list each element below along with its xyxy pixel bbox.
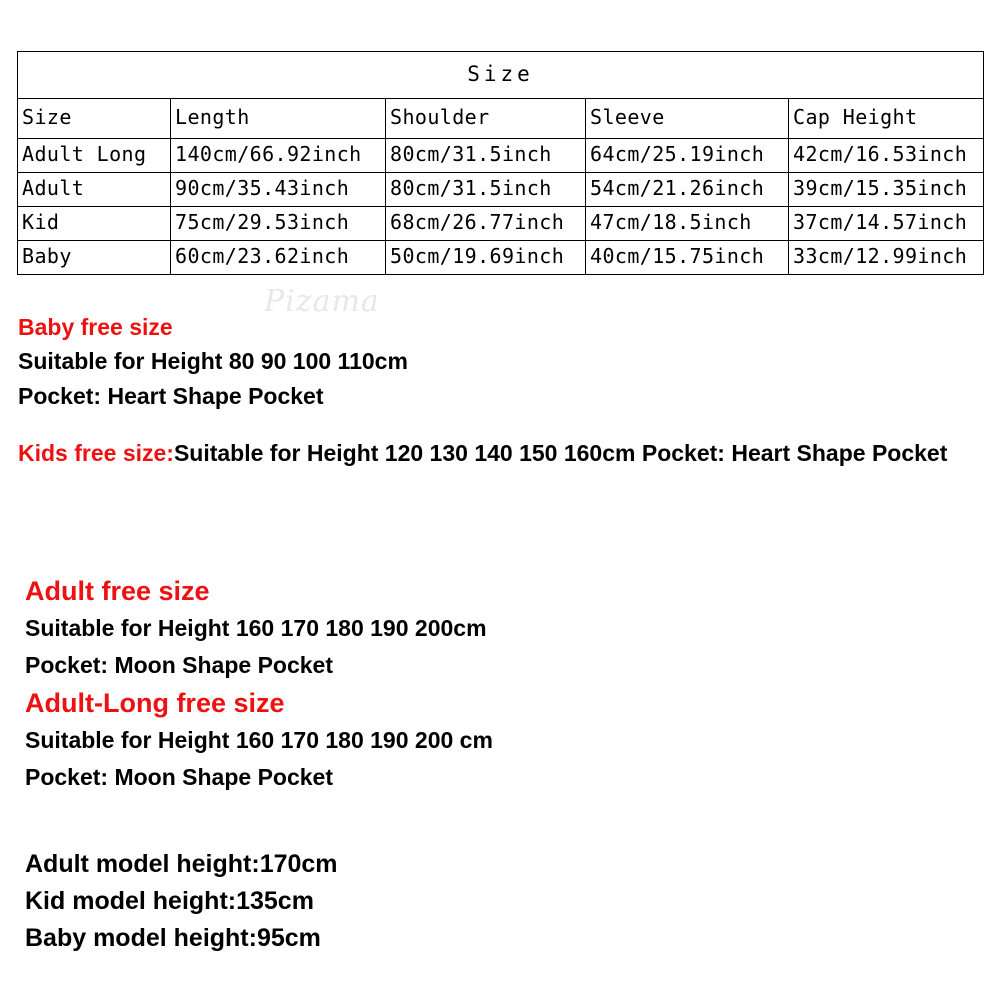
- column-header-sleeve: Sleeve: [586, 99, 789, 139]
- cell-cap-height: 42cm/16.53inch: [789, 139, 984, 173]
- baby-model-height: Baby model height:95cm: [25, 924, 321, 952]
- size-table-container: [17, 51, 983, 275]
- table-row: [18, 241, 984, 275]
- column-header-shoulder: Shoulder: [386, 99, 586, 139]
- cell-shoulder: 50cm/19.69inch: [386, 241, 586, 275]
- size-table: [17, 51, 984, 275]
- adult-size-height: Suitable for Height 160 170 180 190 200cm: [25, 615, 487, 641]
- table-row: [18, 173, 984, 207]
- cell-length: 60cm/23.62inch: [171, 241, 386, 275]
- kids-size-block: [18, 436, 983, 471]
- baby-size-pocket: Pocket: Heart Shape Pocket: [18, 383, 324, 409]
- table-row: [18, 139, 984, 173]
- cell-shoulder: 68cm/26.77inch: [386, 207, 586, 241]
- cell-sleeve: 47cm/18.5inch: [586, 207, 789, 241]
- adult-long-size-height: Suitable for Height 160 170 180 190 200 cm: [25, 727, 493, 753]
- cell-length: 140cm/66.92inch: [171, 139, 386, 173]
- cell-cap-height: 37cm/14.57inch: [789, 207, 984, 241]
- cell-length: 75cm/29.53inch: [171, 207, 386, 241]
- baby-size-block: [18, 310, 978, 414]
- cell-shoulder: 80cm/31.5inch: [386, 139, 586, 173]
- baby-size-heading: Baby free size: [18, 314, 173, 340]
- adult-size-pocket: Pocket: Moon Shape Pocket: [25, 652, 334, 678]
- adult-long-size-heading: Adult-Long free size: [25, 688, 285, 718]
- adult-model-height: Adult model height:170cm: [25, 850, 338, 878]
- cell-sleeve: 64cm/25.19inch: [586, 139, 789, 173]
- cell-sleeve: 54cm/21.26inch: [586, 173, 789, 207]
- baby-size-height: Suitable for Height 80 90 100 110cm: [18, 348, 408, 374]
- cell-size: Kid: [18, 207, 171, 241]
- model-height-block: [25, 846, 980, 957]
- cell-size: Adult Long: [18, 139, 171, 173]
- cell-size: Baby: [18, 241, 171, 275]
- kid-model-height: Kid model height:135cm: [25, 887, 314, 915]
- adult-long-size-pocket: Pocket: Moon Shape Pocket: [25, 764, 334, 790]
- column-header-size: Size: [18, 99, 171, 139]
- cell-length: 90cm/35.43inch: [171, 173, 386, 207]
- table-header-row: [18, 99, 984, 139]
- column-header-cap-height: Cap Height: [789, 99, 984, 139]
- column-header-length: Length: [171, 99, 386, 139]
- cell-cap-height: 39cm/15.35inch: [789, 173, 984, 207]
- kids-size-heading: Kids free size:: [18, 440, 174, 466]
- cell-cap-height: 33cm/12.99inch: [789, 241, 984, 275]
- cell-sleeve: 40cm/15.75inch: [586, 241, 789, 275]
- watermark-logo: Pizama: [264, 284, 380, 319]
- cell-size: Adult: [18, 173, 171, 207]
- cell-shoulder: 80cm/31.5inch: [386, 173, 586, 207]
- table-title-row: [18, 52, 984, 99]
- adult-size-block: [25, 572, 980, 796]
- adult-size-heading: Adult free size: [25, 576, 210, 606]
- table-row: [18, 207, 984, 241]
- table-title: Size: [18, 52, 984, 99]
- kids-size-body: Suitable for Height 120 130 140 150 160cm Pocket: Heart Shape Pocket: [173, 440, 948, 466]
